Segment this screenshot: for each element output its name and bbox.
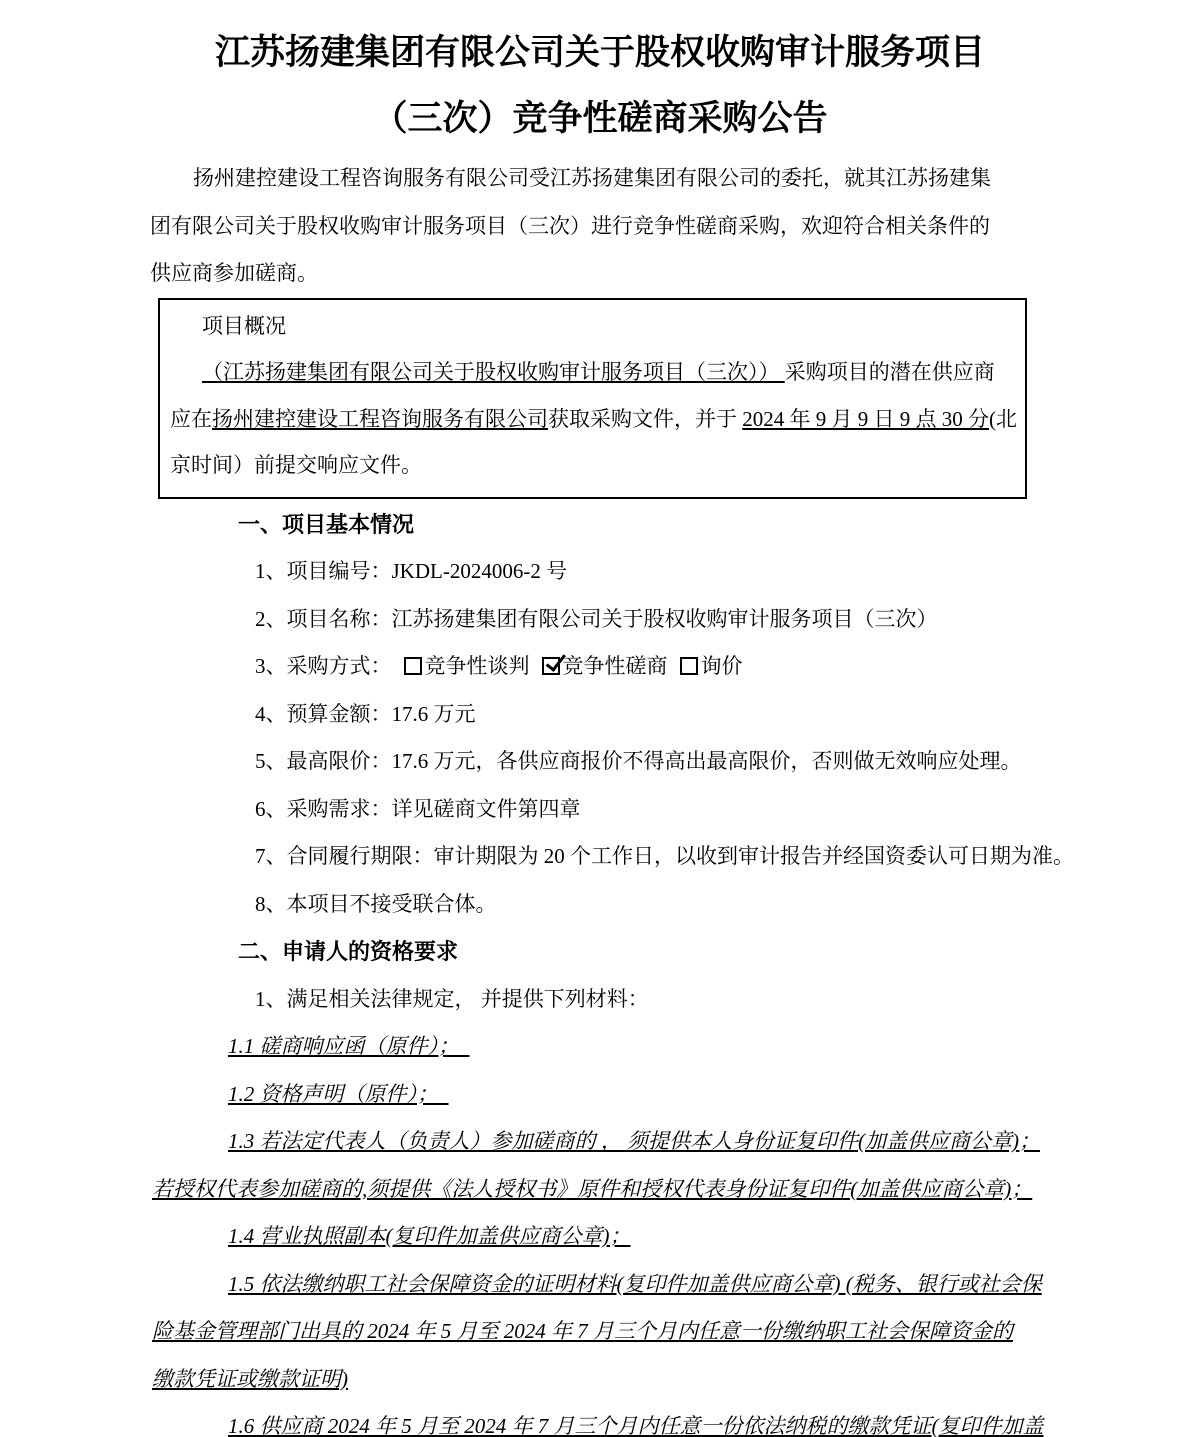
method-option: [404, 654, 530, 678]
material-1-3-line1: 1.3 若法定代表人（负责人）参加磋商的 ， 须提供本人身份证复印件(加盖供应商公章)；: [228, 1129, 1040, 1153]
agency-name-underlined: 扬州建控建设工程咨询服务有限公司: [212, 406, 548, 431]
material-1-2: 1.2 资格声明（原件）；: [228, 1081, 449, 1106]
material-1-5-line3: 缴款凭证或缴款证明): [152, 1366, 348, 1391]
price-limit-item: 5、最高限价：17.6 万元，各供应商报价不得高出最高限价，否则做无效响应处理。: [255, 749, 1022, 773]
method-option-label: 竞争性磋商: [562, 654, 668, 678]
document-body-list: [150, 501, 1074, 1437]
method-option-label: 询价: [700, 654, 743, 678]
intro-paragraph: [150, 155, 1050, 298]
intro-line: 扬州建控建设工程咨询服务有限公司受江苏扬建集团有限公司的委托，就其江苏扬建集: [193, 166, 991, 190]
material-1-6-line1: 1.6 供应商 2024 年 5 月至 2024 年 7 月三个月内任意一份依法纳税的缴款凭证(复印件加盖: [228, 1414, 1044, 1437]
method-option-label: 竞争性谈判: [424, 654, 530, 678]
deadline-underlined: 2024 年 9 月 9 日 9 点 30 分: [742, 406, 989, 431]
overview-heading: 项目概况: [202, 313, 286, 338]
checkbox-icon: [680, 657, 698, 675]
section1-heading: 一、项目基本情况: [238, 511, 415, 537]
material-1-1: 1.1 磋商响应函（原件）；: [228, 1034, 470, 1058]
overview-text: 获取采购文件，并于: [548, 406, 743, 431]
project-overview-box: [158, 298, 1027, 499]
title-line-1: 江苏扬建集团有限公司关于股权收购审计服务项目: [214, 33, 985, 72]
overview-line: 京时间）前提交响应文件。: [170, 453, 422, 477]
project-name-item: 2、项目名称：江苏扬建集团有限公司关于股权收购审计服务项目（三次）: [255, 606, 938, 631]
overview-line: [170, 349, 1017, 396]
material-1-3-line2: 若授权代表参加磋商的,须提供《法人授权书》原件和授权代表身份证复印件(加盖供应商公章)；: [152, 1176, 1033, 1201]
checkbox-icon: [404, 657, 422, 675]
requirement-item: 6、采购需求：详见磋商文件第四章: [255, 796, 581, 821]
intro-line: 供应商参加磋商。: [150, 261, 318, 285]
overview-line: [170, 396, 1017, 443]
project-number-item: 1、项目编号：JKDL-2024006-2 号: [255, 559, 568, 583]
material-1-5-line2: 险基金管理部门出具的 2024 年 5 月至 2024 年 7 月三个月内任意一份缴纳职工社会保障资金的: [152, 1319, 1013, 1343]
overview-text: 应在: [170, 406, 212, 431]
section2-heading: 二、申请人的资格要求: [238, 939, 459, 964]
budget-item: 4、预算金额：17.6 万元: [255, 701, 476, 726]
qualification-intro-item: 1、满足相关法律规定， 并提供下列材料：: [255, 986, 649, 1011]
document-title: [150, 0, 1050, 152]
title-line-2: （三次）竞争性磋商采购公告: [372, 99, 828, 138]
method-option: [680, 654, 743, 678]
checkbox-icon: [542, 657, 560, 675]
material-1-5-line1: 1.5 依法缴纳职工社会保障资金的证明材料(复印件加盖供应商公章) (税务、银行或社会保: [228, 1271, 1042, 1296]
procurement-method-item: [150, 643, 1050, 691]
overview-text: 采购项目的潜在供应商: [784, 360, 995, 384]
material-1-4: 1.4 营业执照副本(复印件加盖供应商公章)；: [228, 1224, 631, 1248]
overview-text: (北: [989, 406, 1017, 431]
project-name-underlined: （江苏扬建集团有限公司关于股权收购审计服务项目（三次））: [202, 360, 785, 384]
contract-period-item: 7、合同履行期限：审计期限为 20 个工作日，以收到审计报告并经国资委认可日期为准。: [255, 844, 1074, 868]
intro-line: 团有限公司关于股权收购审计服务项目（三次）进行竞争性磋商采购，欢迎符合相关条件的: [150, 213, 990, 238]
procurement-method-label: 3、采购方式：: [255, 654, 392, 678]
method-option: [542, 654, 668, 678]
no-consortium-item: 8、本项目不接受联合体。: [255, 891, 497, 916]
